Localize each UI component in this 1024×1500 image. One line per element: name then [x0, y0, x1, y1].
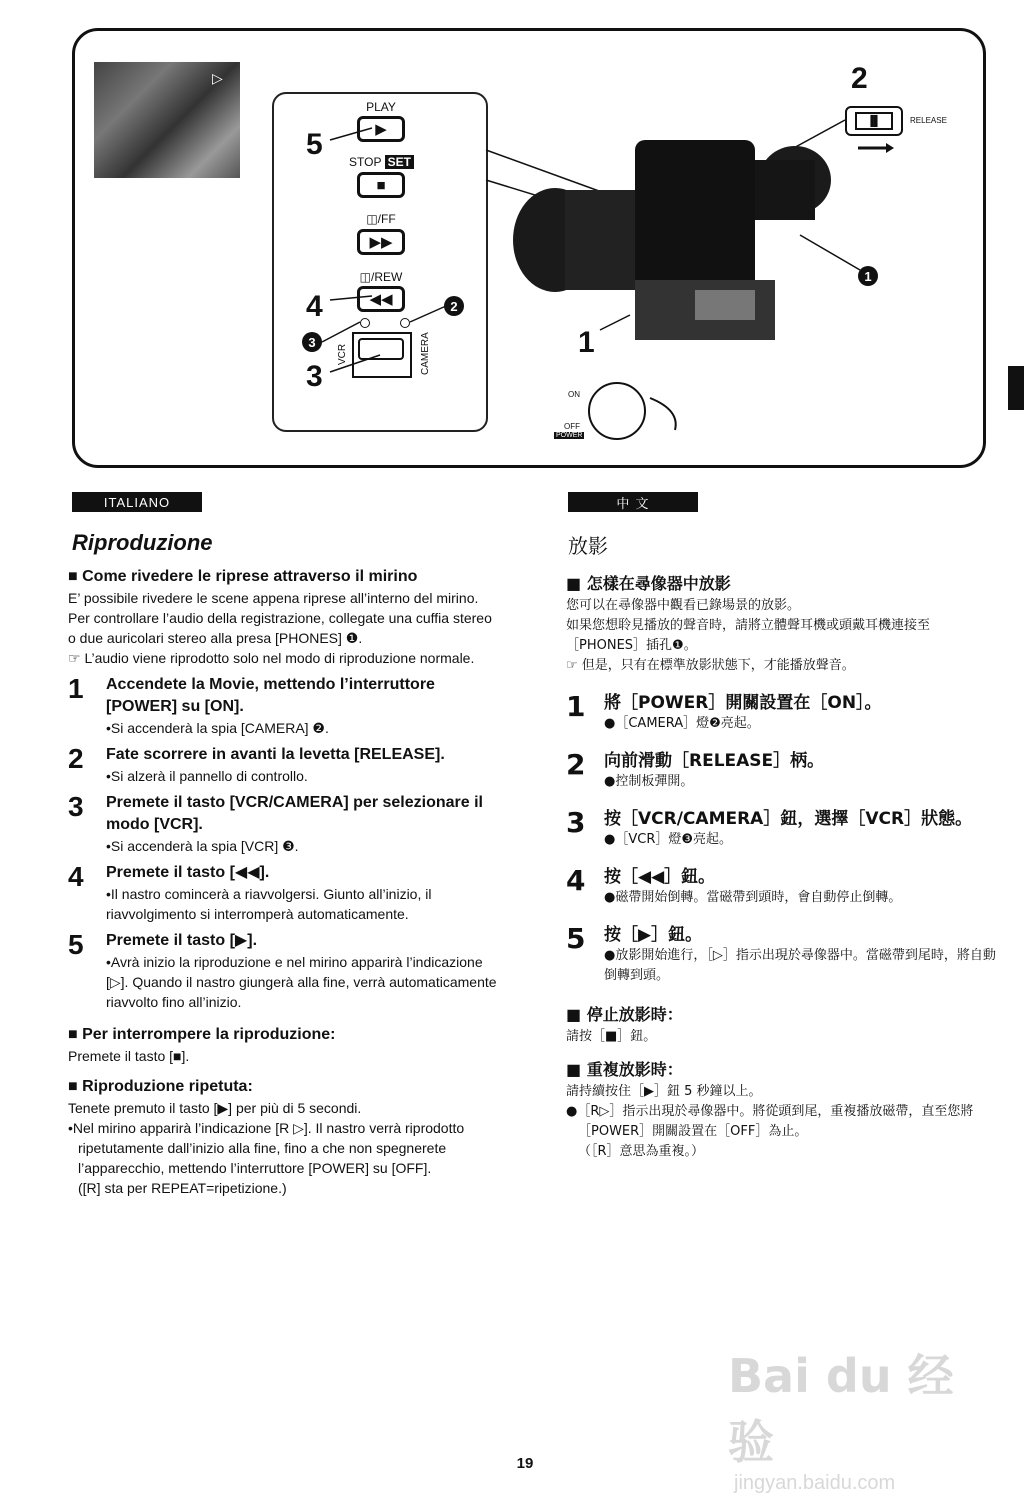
italian-repeat-text-3: ([R] sta per REPEAT=ripetizione.) [78, 1180, 287, 1196]
italian-repeat-heading: ■ Riproduzione ripetuta: [68, 1078, 498, 1096]
play-indicator-icon: ▷ [212, 70, 223, 86]
circled-1: 1 [858, 266, 878, 286]
italian-repeat-text-1: Tenete premuto il tasto [▶] per più di 5 secondi. [68, 1100, 362, 1116]
step-detail: ●磁帶開始倒轉。當磁帶到頭時，會自動停止倒轉。 [604, 890, 902, 905]
step-detail: •Si accenderà la spia [CAMERA] ❷. [106, 720, 329, 736]
ff-label: ◫/FF [366, 212, 396, 226]
italian-stop-text: Premete il tasto [■]. [68, 1048, 190, 1064]
italian-step [68, 862, 498, 924]
release-grip-icon: ▐▌ [855, 112, 893, 130]
step-number: 5 [68, 929, 84, 960]
chinese-step [566, 808, 996, 850]
chinese-column [566, 530, 996, 1162]
italian-repeat-text-2: •Nel mirino apparirà l’indicazione [R ▷]. Il nastro verrà riprodotto ripetutamente dall’inizio alla fine, fino a che non spegnerete l’apparecchio, mettendo l’interruttore [POWER] su [OFF]. [68, 1120, 465, 1176]
step-title: Premete il tasto [VCR/CAMERA] per selezionare il modo [VCR]. [106, 794, 483, 833]
step-detail: ●控制板彈開。 [604, 774, 694, 789]
chinese-title: 放影 [568, 534, 608, 558]
step-title: 向前滑動［RELEASE］柄。 [604, 751, 825, 771]
step-detail: ●［CAMERA］燈❷亮起。 [604, 716, 760, 731]
italian-note: ☞ L’audio viene riprodotto solo nel modo di riproduzione normale. [68, 650, 475, 666]
step-detail: •Avrà inizio la riproduzione e nel mirino apparirà l’indicazione [▷]. Quando il nastro giungerà alla fine, verrà automaticamente riavvolto fino all’inizio. [106, 954, 497, 1010]
chinese-stop-heading: ■ 停止放影時： [566, 1002, 996, 1025]
step-number: 5 [566, 922, 586, 955]
callout-4: 4 [306, 290, 323, 323]
step-detail: •Si alzerà il pannello di controllo. [106, 768, 308, 784]
release-label: RELEASE [910, 116, 947, 125]
italian-step [68, 744, 498, 786]
step-number: 3 [68, 791, 84, 822]
step-detail: ●［VCR］燈❸亮起。 [604, 832, 733, 847]
baidu-watermark [728, 1340, 968, 1494]
off-label: OFF [564, 422, 580, 431]
step-title: 按［◀◀］鈕。 [604, 867, 716, 887]
step-number: 1 [68, 673, 84, 704]
chinese-repeat-text-1: 請持續按住［▶］鈕 5 秒鐘以上。 [566, 1084, 762, 1099]
step-number: 4 [68, 861, 84, 892]
chinese-step [566, 692, 996, 734]
ff-button-drawing: ▶▶ [357, 229, 405, 255]
callout-5: 5 [306, 128, 323, 161]
chinese-step [566, 866, 996, 908]
chinese-intro-2: 如果您想聆見播放的聲音時，請將立體聲耳機或頭戴耳機連接至［PHONES］插孔❶。 [566, 618, 931, 653]
italian-step [68, 792, 498, 856]
stop-button-drawing: ■ [357, 172, 405, 198]
chinese-section-heading: ■ 怎樣在尋像器中放影 [566, 571, 996, 594]
play-label: PLAY [366, 100, 396, 114]
step-title: Premete il tasto [◀◀]. [106, 864, 270, 881]
lang-tag-italiano: ITALIANO [72, 492, 202, 512]
lang-tag-chinese: 中 文 [568, 492, 698, 512]
step-title: Fate scorrere in avanti la levetta [RELEASE]. [106, 746, 445, 763]
watermark-brand: Bai du 经验 [728, 1349, 954, 1469]
page-number: 19 [516, 1455, 534, 1472]
chinese-repeat-heading: ■ 重複放影時： [566, 1057, 996, 1080]
chinese-repeat-text-3: （［R］意思為重複。） [578, 1144, 705, 1159]
on-label: ON [568, 390, 580, 399]
italian-intro-2: Per controllare l’audio della registrazione, collegate una cuffia stereo o due auricolari stereo alla presa [PHONES] ❶. [68, 610, 492, 646]
section-thumb-tab [1008, 366, 1024, 410]
step-number: 2 [566, 748, 586, 781]
callout-2: 2 [851, 62, 868, 95]
chinese-repeat-text-2: ●［R▷］指示出現於尋像器中。將從頭到尾，重複播放磁帶，直至您將［POWER］開關設置在［OFF］為止。 [566, 1104, 974, 1139]
italian-intro-1: E’ possibile rivedere le scene appena riprese all’interno del mirino. [68, 590, 479, 606]
release-lever-drawing [845, 106, 903, 136]
callout-1: 1 [578, 326, 595, 359]
step-number: 4 [566, 864, 586, 897]
step-detail: ●放影開始進行，［▷］指示出現於尋像器中。當磁帶到尾時，將自動倒轉到頭。 [604, 948, 996, 983]
step-title: Premete il tasto [▶]. [106, 932, 258, 949]
camera-label: CAMERA [420, 332, 431, 375]
watermark-url: jingyan.baidu.com [734, 1472, 896, 1494]
step-number: 1 [566, 690, 586, 723]
italian-section-heading: ■ Come rivedere le riprese attraverso il mirino [68, 568, 498, 586]
chinese-step [566, 924, 996, 986]
step-number: 3 [566, 806, 586, 839]
circled-3: 3 [302, 332, 322, 352]
camcorder-drawing [505, 130, 835, 350]
step-title: 按［VCR/CAMERA］鈕，選擇［VCR］狀態。 [604, 809, 973, 829]
power-label: POWER [556, 432, 583, 439]
step-title: 按［▶］鈕。 [604, 925, 703, 945]
italian-title: Riproduzione [72, 530, 213, 555]
chinese-stop-text: 請按［■］鈕。 [566, 1029, 657, 1044]
callout-3: 3 [306, 360, 323, 393]
rew-label: ◫/REW [359, 270, 403, 284]
chinese-step [566, 750, 996, 792]
rew-button-drawing: ◀◀ [357, 286, 405, 312]
chinese-note: ☞ 但是，只有在標準放影狀態下，才能播放聲音。 [566, 658, 855, 673]
circled-2: 2 [444, 296, 464, 316]
play-button-drawing: ▶ [357, 116, 405, 142]
step-title: 將［POWER］開關設置在［ON］。 [604, 693, 882, 713]
step-title: Accendete la Movie, mettendo l’interruttore [POWER] su [ON]. [106, 676, 435, 715]
chinese-intro-1: 您可以在尋像器中觀看已錄場景的放影。 [566, 598, 801, 613]
stop-label: STOP SET [349, 155, 414, 169]
step-detail: •Il nastro comincerà a riavvolgersi. Giunto all’inizio, il riavvolgimento si interromperà automaticamente. [106, 886, 432, 922]
vcr-label: VCR [337, 343, 348, 365]
italian-step [68, 674, 498, 738]
step-number: 2 [68, 743, 84, 774]
power-dial-drawing [588, 382, 646, 440]
italian-step [68, 930, 498, 1012]
italian-stop-heading: ■ Per interrompere la riproduzione: [68, 1026, 498, 1044]
step-detail: •Si accenderà la spia [VCR] ❸. [106, 838, 299, 854]
italian-column [68, 530, 498, 1198]
